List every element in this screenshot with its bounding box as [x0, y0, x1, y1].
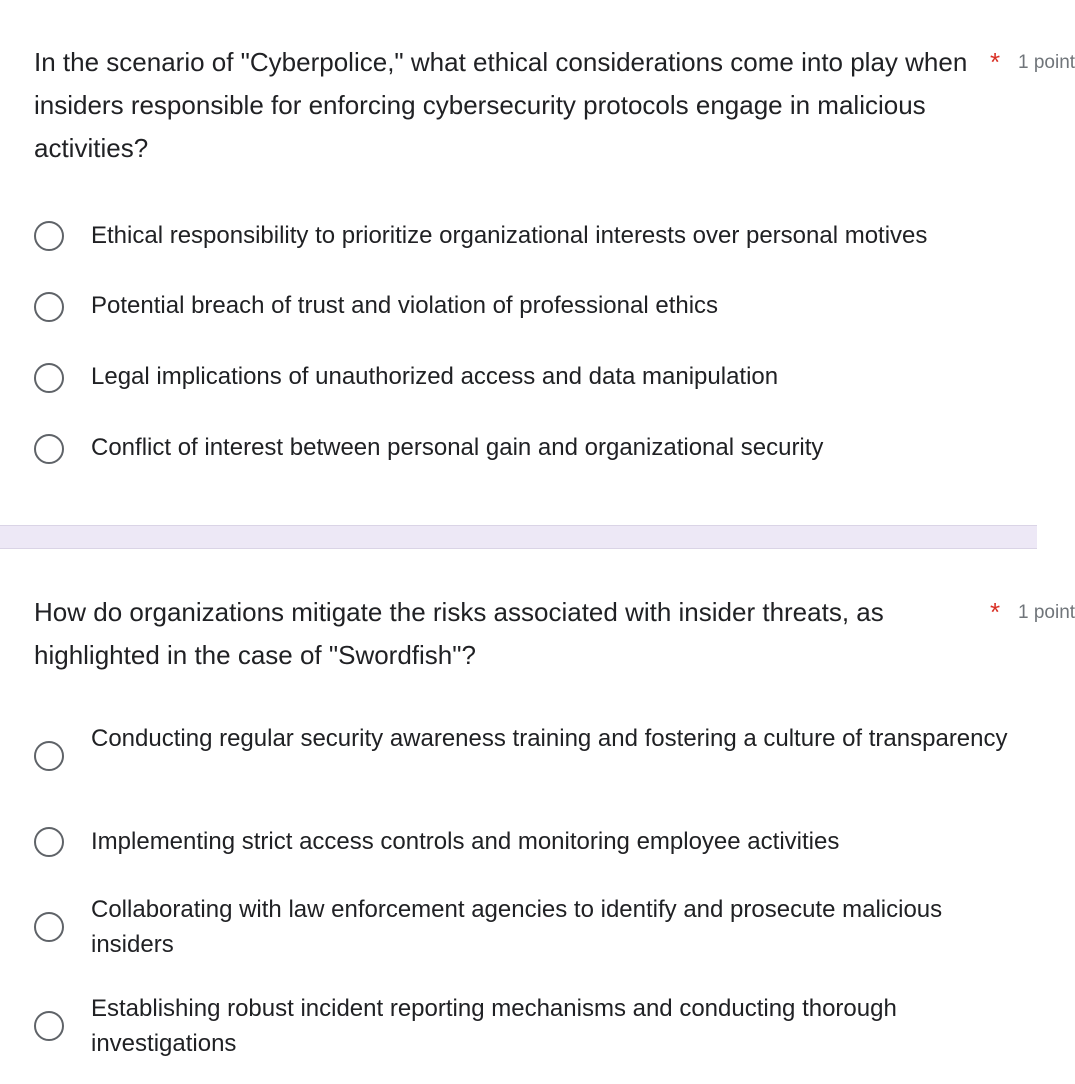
option-label: Legal implications of unauthorized access and data manipulation [91, 363, 779, 390]
option-label: Establishing robust incident reporting mechanisms and conducting thorough investigations [91, 995, 897, 1057]
question-card-1 [0, 0, 1075, 525]
radio-option[interactable] [0, 991, 1037, 1063]
question-title: How do organizations mitigate the risks associated with insider threats, as highlighted in the case of "Swordfish"? [34, 597, 884, 670]
section-separator [0, 525, 1037, 549]
radio-circle-icon[interactable] [34, 1011, 64, 1041]
option-label: Implementing strict access controls and monitoring employee activities [91, 828, 840, 855]
points-label: 1 point [1018, 602, 1075, 623]
radio-circle-icon[interactable] [34, 434, 64, 464]
option-label: Ethical responsibility to prioritize organizational interests over personal motives [91, 222, 928, 249]
required-asterisk: * [990, 47, 1001, 77]
radio-option[interactable] [0, 287, 1037, 327]
radio-circle-icon[interactable] [34, 221, 64, 251]
radio-option[interactable] [0, 216, 1037, 256]
question-card-2 [0, 549, 1075, 1084]
radio-option[interactable] [0, 892, 1037, 964]
radio-circle-icon[interactable] [34, 912, 64, 942]
radio-option[interactable] [0, 429, 1037, 469]
option-label: Conflict of interest between personal gain and organizational security [91, 434, 824, 461]
points-label: 1 point [1018, 52, 1075, 73]
radio-circle-icon[interactable] [34, 292, 64, 322]
radio-option[interactable] [0, 824, 1037, 864]
required-asterisk: * [990, 597, 1001, 627]
radio-circle-icon[interactable] [34, 363, 64, 393]
option-label: Conducting regular security awareness training and fostering a culture of transparency [91, 725, 1008, 752]
radio-option[interactable] [0, 721, 1037, 793]
radio-circle-icon[interactable] [34, 741, 64, 771]
option-label: Collaborating with law enforcement agencies to identify and prosecute malicious insiders [91, 896, 943, 958]
radio-circle-icon[interactable] [34, 827, 64, 857]
question-title: In the scenario of "Cyberpolice," what ethical considerations come into play when insiders responsible for enforcing cybersecurity protocols engage in malicious activities? [34, 47, 968, 163]
option-label: Potential breach of trust and violation of professional ethics [91, 292, 719, 319]
radio-option[interactable] [0, 358, 1037, 398]
